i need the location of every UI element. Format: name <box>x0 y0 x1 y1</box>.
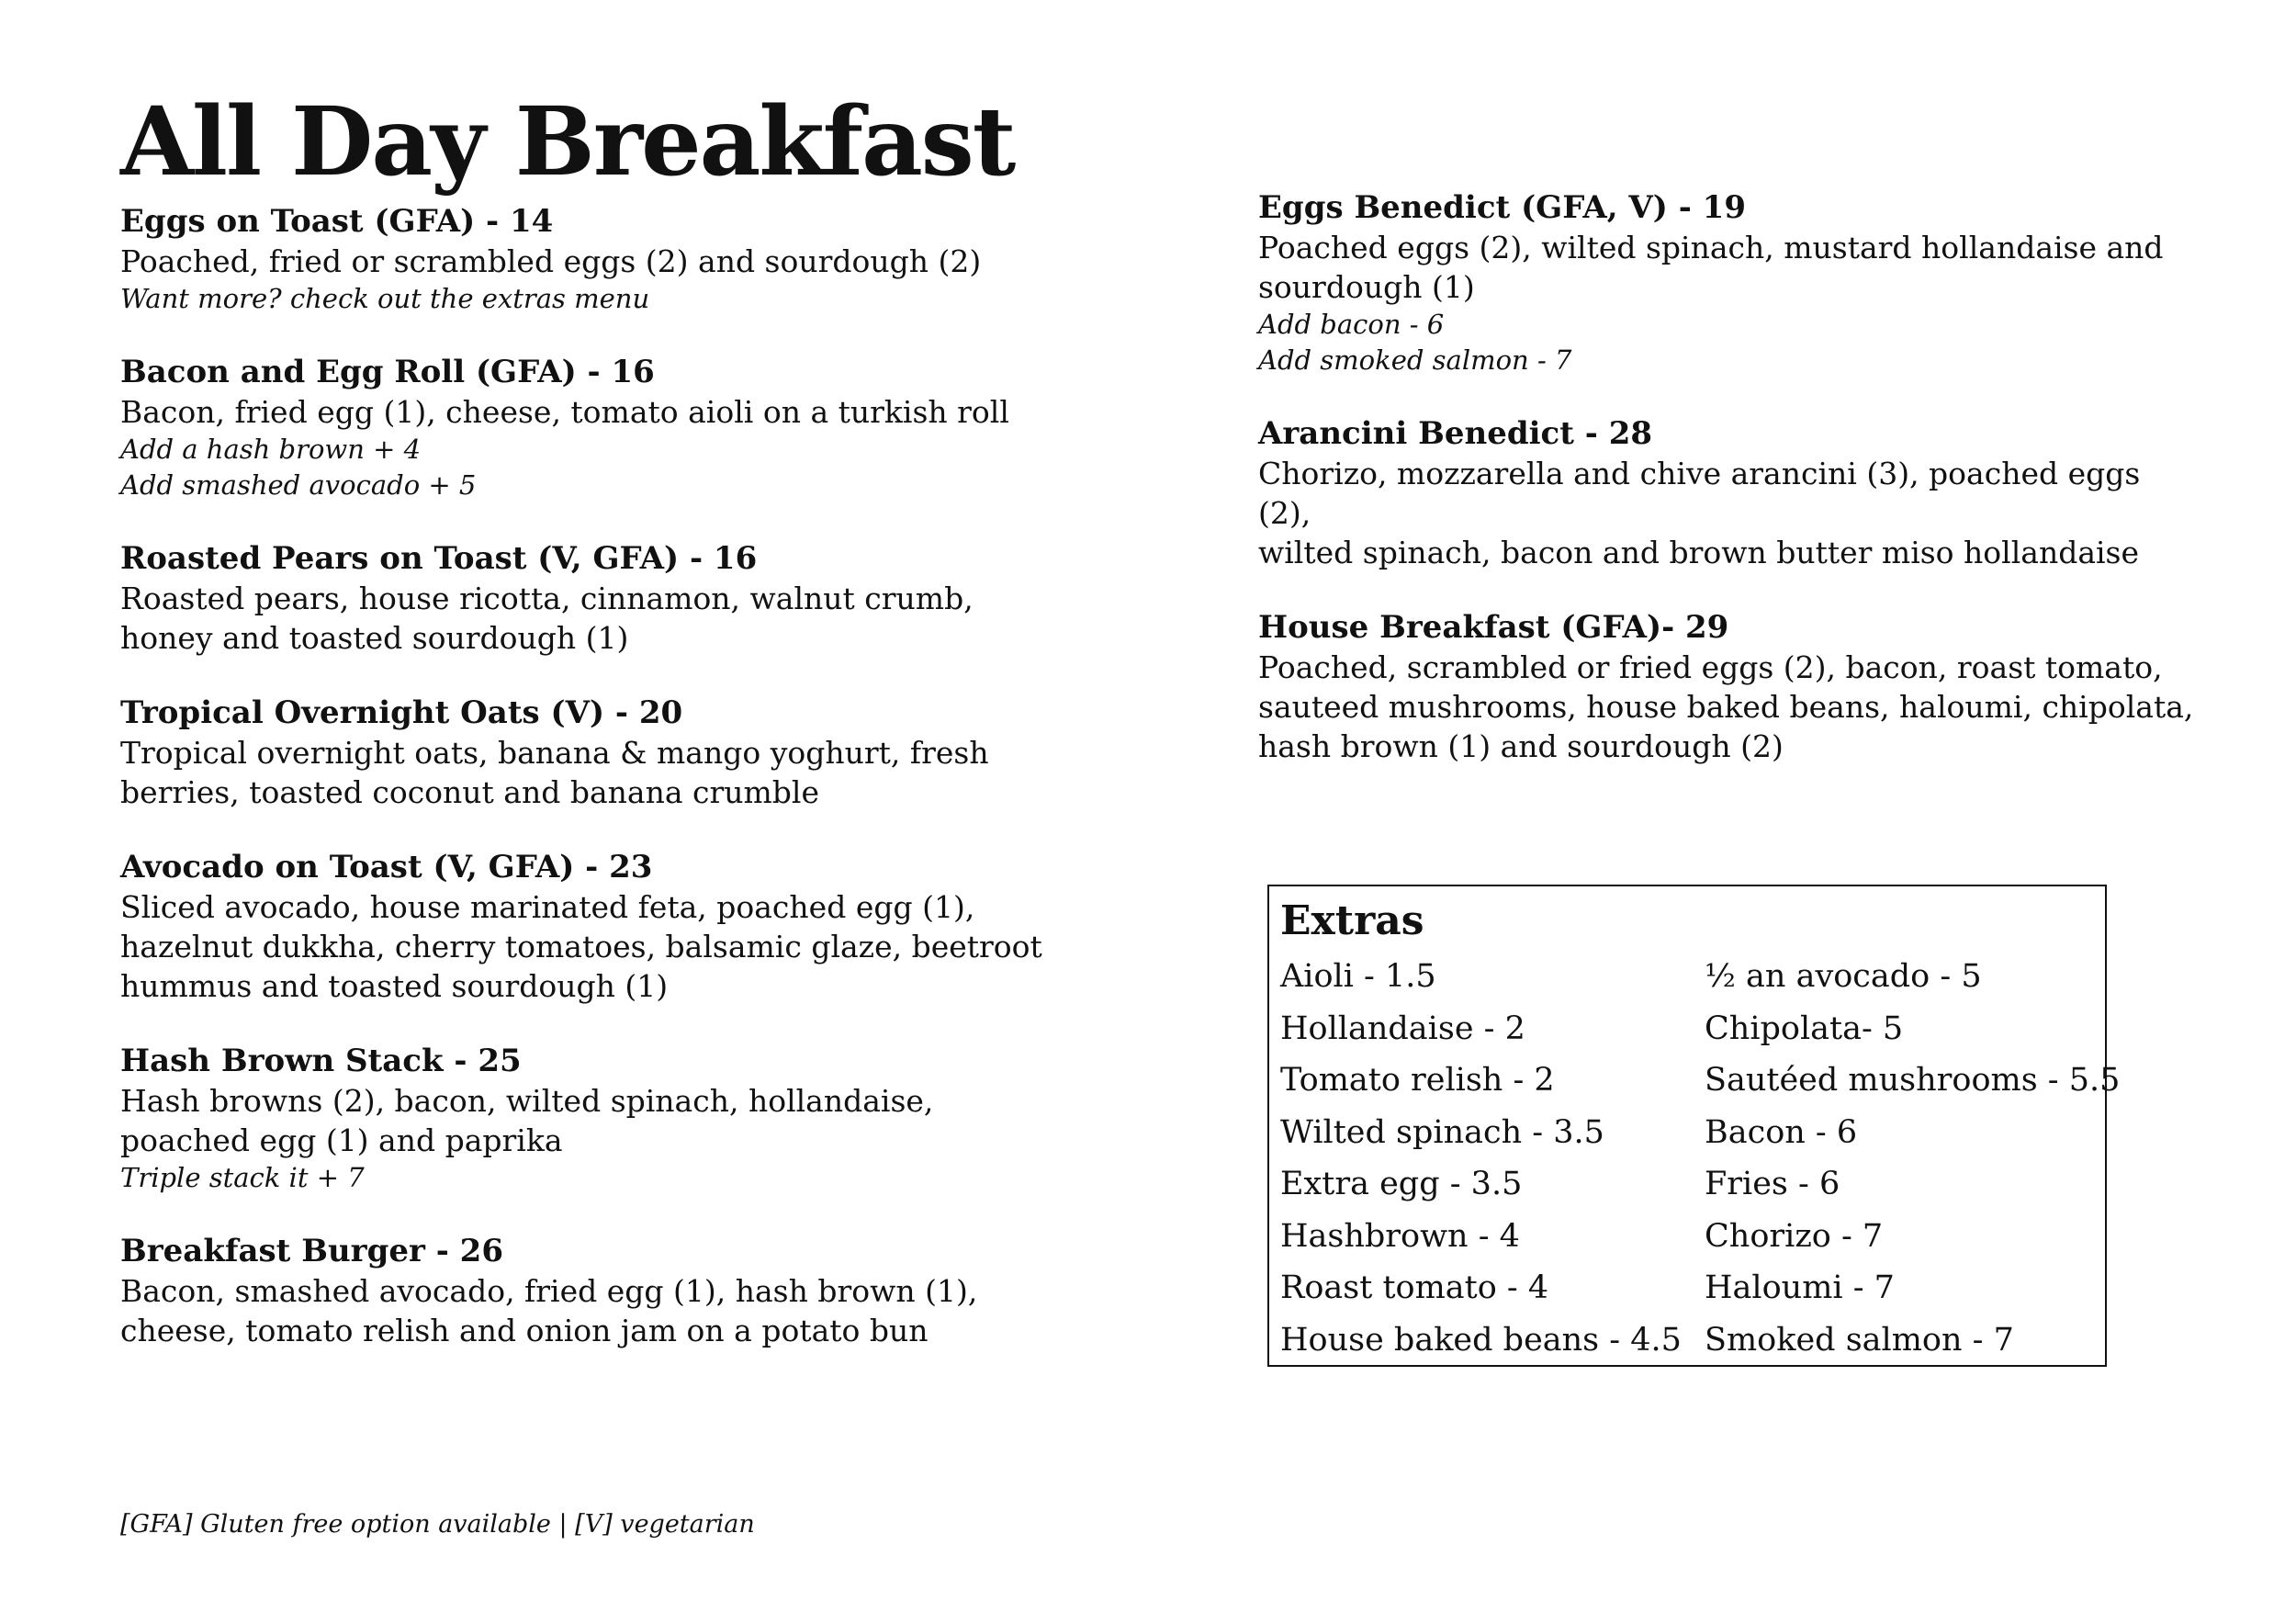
menu-item <box>120 693 1057 812</box>
item-description: Bacon, smashed avocado, fried egg (1), hash brown (1), cheese, tomato relish and onion jam on a potato bun <box>120 1273 978 1348</box>
menu-item <box>120 1231 1057 1350</box>
item-name: House Breakfast (GFA)- 29 <box>1258 609 1729 646</box>
item-note: Want more? check out the extras menu <box>120 283 650 314</box>
menu-item <box>120 538 1057 658</box>
menu-item <box>120 1041 1057 1196</box>
extras-box <box>1267 885 2121 1367</box>
item-note: Add smashed avocado + 5 <box>120 469 477 501</box>
extras-item: House baked beans - 4.5 <box>1280 1321 1682 1359</box>
extras-item: Hollandaise - 2 <box>1280 1009 1525 1047</box>
footnote-legend: [GFA] Gluten free option available | [V] vegetarian <box>120 1510 755 1539</box>
extras-item: Sautéed mushrooms - 5.5 <box>1705 1062 2121 1099</box>
extras-item: Bacon - 6 <box>1705 1113 1858 1151</box>
extras-list-right <box>1705 951 2121 1366</box>
item-note: Add bacon - 6 <box>1258 309 1445 340</box>
extras-grid <box>1280 951 2121 1366</box>
item-description: Tropical overnight oats, banana & mango yoghurt, fresh berries, toasted coconut and banana crumble <box>120 735 989 810</box>
extras-item: Chipolata- 5 <box>1705 1009 1904 1047</box>
menu-item <box>1258 607 2195 766</box>
item-name: Arancini Benedict - 28 <box>1258 415 1653 452</box>
extras-item: Extra egg - 3.5 <box>1280 1166 1523 1202</box>
menu-column-left <box>120 201 1057 1350</box>
extras-item: Tomato relish - 2 <box>1280 1062 1555 1099</box>
item-description: Hash browns (2), bacon, wilted spinach, hollandaise, poached egg (1) and paprika <box>120 1083 934 1158</box>
item-note: Add smoked salmon - 7 <box>1258 344 1572 376</box>
page-title: All Day Breakfast <box>120 86 1015 197</box>
extras-item: Smoked salmon - 7 <box>1705 1321 2014 1359</box>
item-description: Poached, scrambled or fried eggs (2), bacon, roast tomato, sauteed mushrooms, house baked beans, haloumi, chipolata, hash brown (1) and sourdough (2) <box>1258 649 2194 764</box>
extras-title: Extras <box>1280 897 1424 944</box>
item-name: Bacon and Egg Roll (GFA) - 16 <box>120 354 655 390</box>
menu-item <box>1258 413 2195 572</box>
menu-item <box>120 201 1057 317</box>
menu-item <box>120 352 1057 503</box>
menu-item <box>1258 187 2195 378</box>
extras-item: Roast tomato - 4 <box>1280 1269 1549 1306</box>
item-name: Hash Brown Stack - 25 <box>120 1043 522 1079</box>
item-name: Breakfast Burger - 26 <box>120 1233 503 1269</box>
extras-item: Wilted spinach - 3.5 <box>1280 1113 1604 1151</box>
item-name: Roasted Pears on Toast (V, GFA) - 16 <box>120 540 758 577</box>
extras-item: Haloumi - 7 <box>1705 1269 1895 1306</box>
menu-column-right <box>1258 187 2195 766</box>
extras-list-left <box>1280 951 1705 1366</box>
item-description: Bacon, fried egg (1), cheese, tomato aioli on a turkish roll <box>120 394 1009 430</box>
extras-item: Chorizo - 7 <box>1705 1217 1884 1255</box>
extras-item: Aioli - 1.5 <box>1280 958 1436 995</box>
extras-item: Fries - 6 <box>1705 1166 1840 1202</box>
item-name: Eggs on Toast (GFA) - 14 <box>120 203 554 240</box>
item-name: Avocado on Toast (V, GFA) - 23 <box>120 849 653 885</box>
menu-item <box>120 847 1057 1006</box>
item-description: Roasted pears, house ricotta, cinnamon, walnut crumb, honey and toasted sourdough (1) <box>120 581 974 656</box>
item-description: Poached, fried or scrambled eggs (2) and sourdough (2) <box>120 243 982 279</box>
item-description: Sliced avocado, house marinated feta, poached egg (1), hazelnut dukkha, cherry tomatoes, balsamic glaze, beetroot hummus and toasted sourdough (1) <box>120 889 1042 1004</box>
item-description: Chorizo, mozzarella and chive arancini (3), poached eggs (2), wilted spinach, bacon and brown butter miso hollandaise <box>1258 456 2141 570</box>
item-note: Add a hash brown + 4 <box>120 434 422 465</box>
item-note: Triple stack it + 7 <box>120 1162 365 1193</box>
item-description: Poached eggs (2), wilted spinach, mustard hollandaise and sourdough (1) <box>1258 230 2164 305</box>
item-name: Tropical Overnight Oats (V) - 20 <box>120 694 683 731</box>
extras-item: ½ an avocado - 5 <box>1705 958 1982 995</box>
extras-item: Hashbrown - 4 <box>1280 1217 1520 1255</box>
item-name: Eggs Benedict (GFA, V) - 19 <box>1258 189 1746 226</box>
